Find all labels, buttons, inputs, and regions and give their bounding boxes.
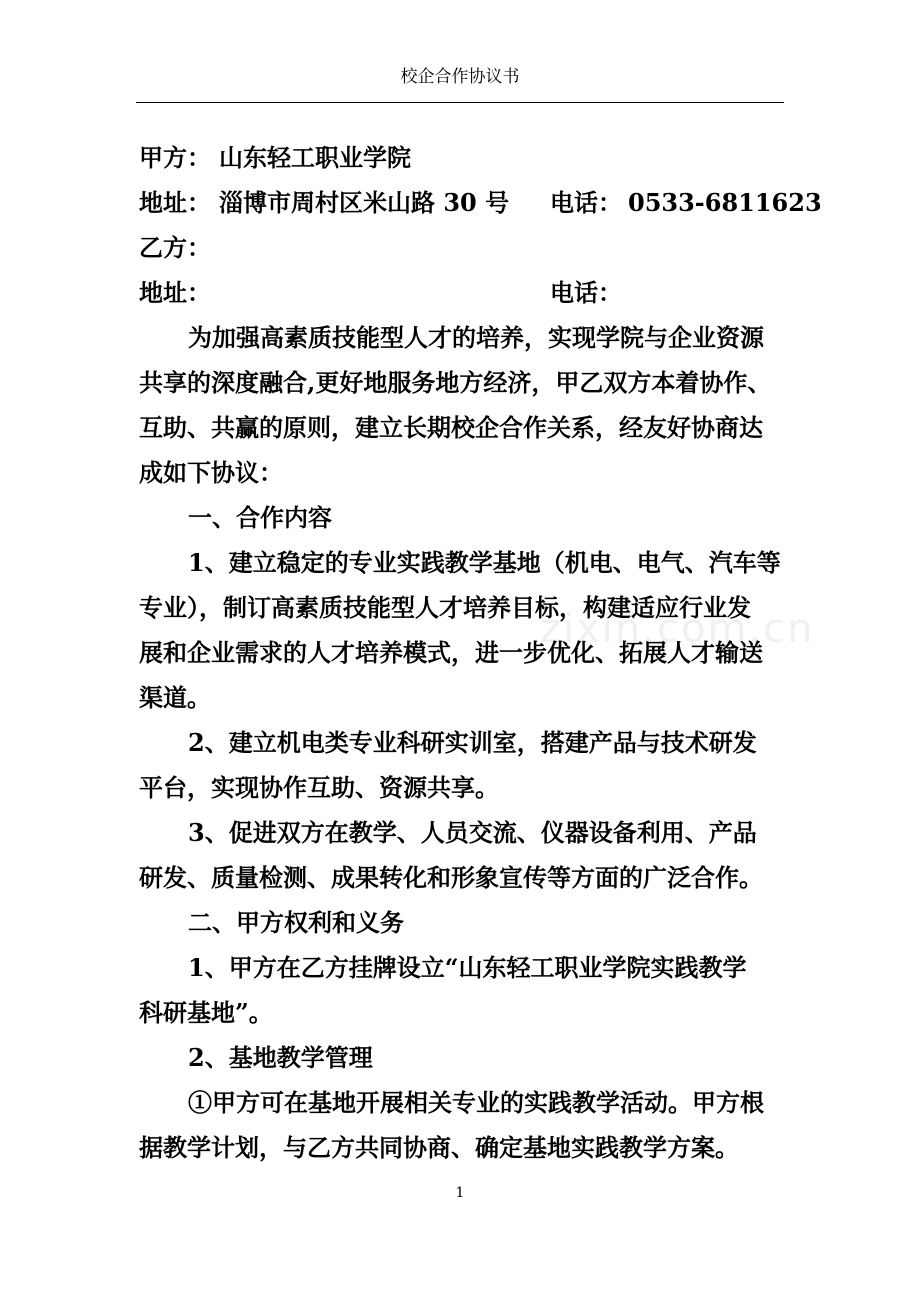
intro-line-1: 为加强高素质技能型人才的培养，实现学院与企业资源 xyxy=(188,323,764,352)
party-b-address-line xyxy=(139,278,211,308)
intro-line-4: 成如下协议： xyxy=(139,458,283,487)
s2-item1-line-2: 科研基地”。 xyxy=(139,998,273,1027)
party-a-phone-label: 电话： xyxy=(550,188,622,217)
item3-line-2: 研发、质量检测、成果转化和形象宣传等方面的广泛合作。 xyxy=(139,863,763,892)
party-b-phone-line xyxy=(550,278,622,308)
s2-item2-sub1-line-1: ①甲方可在基地开展相关专业的实践教学活动。甲方根 xyxy=(188,1088,764,1117)
party-b-address-label: 地址： xyxy=(139,278,211,307)
party-a-address-label: 地址： xyxy=(139,188,211,217)
s2-item1-line-1: 1、甲方在乙方挂牌设立“山东轻工职业学院实践教学 xyxy=(188,953,747,982)
header-title: 校企合作协议书 xyxy=(400,67,520,87)
page-header xyxy=(136,62,784,103)
item1-line-4: 渠道。 xyxy=(139,683,211,712)
party-b-phone-label: 电话： xyxy=(550,278,622,307)
item3-line-1: 3、促进双方在教学、人员交流、仪器设备利用、产品 xyxy=(188,818,757,847)
item1-line-1: 1、建立稳定的专业实践教学基地（机电、电气、汽车等 xyxy=(188,548,781,577)
page-number: 1 xyxy=(455,1185,465,1201)
party-b-label: 乙方： xyxy=(139,233,211,262)
item1-line-2: 专业），制订高素质技能型人才培养目标，构建适应行业发 xyxy=(139,593,751,622)
intro-line-3: 互助、共赢的原则，建立长期校企合作关系，经友好协商达 xyxy=(139,413,763,442)
party-a-label: 甲方： xyxy=(139,143,211,172)
item2-line-1: 2、建立机电类专业科研实训室，搭建产品与技术研发 xyxy=(188,728,757,757)
s2-item2-sub1-line-2: 据教学计划，与乙方共同协商、确定基地实践教学方案。 xyxy=(139,1133,739,1162)
party-a-phone-line xyxy=(550,188,822,218)
s2-item2-heading: 2、基地教学管理 xyxy=(188,1043,373,1072)
party-b-line xyxy=(139,233,211,263)
party-a-address: 淄博市周村区米山路 30 号 xyxy=(219,188,510,217)
watermark-text: zixin.com.cn xyxy=(540,606,815,652)
party-a-address-line xyxy=(139,188,509,218)
item2-line-2: 平台，实现协作互助、资源共享。 xyxy=(139,773,499,802)
section1-heading: 一、合作内容 xyxy=(188,503,332,532)
section2-heading: 二、甲方权利和义务 xyxy=(188,908,404,937)
party-a-phone: 0533-6811623 xyxy=(628,188,822,217)
intro-line-2: 共享的深度融合,更好地服务地方经济，甲乙双方本着协作、 xyxy=(139,368,772,397)
party-a-name: 山东轻工职业学院 xyxy=(219,143,411,172)
party-a-line xyxy=(139,143,411,173)
item1-line-3: 展和企业需求的人才培养模式，进一步优化、拓展人才输送 xyxy=(139,638,763,667)
